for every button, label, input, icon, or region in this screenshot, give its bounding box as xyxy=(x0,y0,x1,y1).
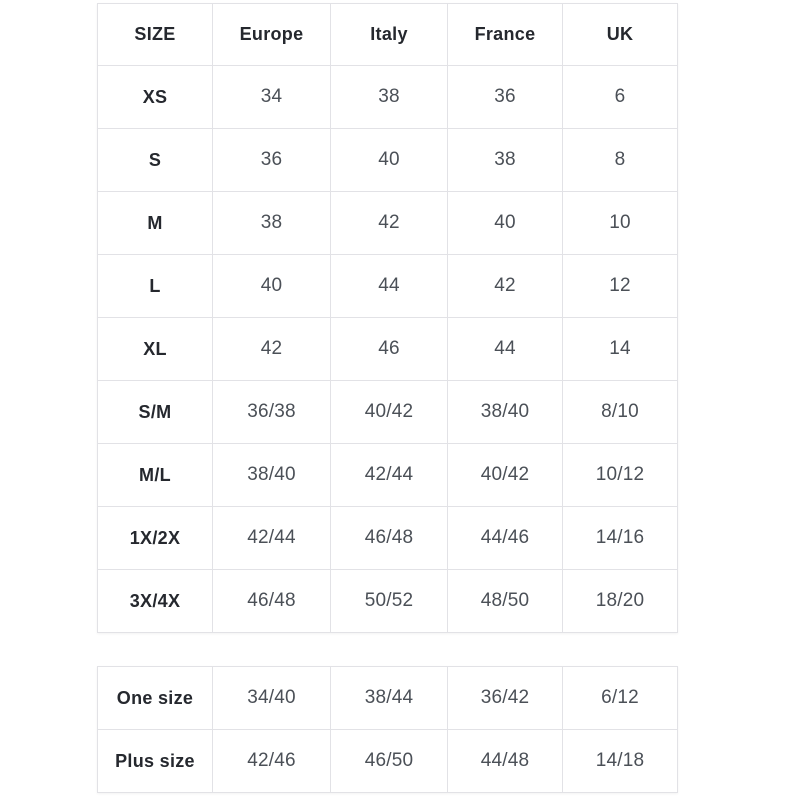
table-row-xs xyxy=(98,66,678,129)
size-cell: 36 xyxy=(213,129,331,192)
size-cell: 40/42 xyxy=(331,381,448,444)
table-row-s xyxy=(98,129,678,192)
size-cell: 18/20 xyxy=(563,570,678,633)
size-cell: 34 xyxy=(213,66,331,129)
size-cell: 38/40 xyxy=(448,381,563,444)
size-cell: 40 xyxy=(331,129,448,192)
row-label: M/L xyxy=(98,444,213,507)
size-cell: 44/46 xyxy=(448,507,563,570)
size-cell: 48/50 xyxy=(448,570,563,633)
size-cell: 42 xyxy=(448,255,563,318)
size-cell: 40/42 xyxy=(448,444,563,507)
size-cell: 40 xyxy=(448,192,563,255)
table-row-3x-4x xyxy=(98,570,678,633)
row-label: L xyxy=(98,255,213,318)
row-label: Plus size xyxy=(98,730,213,793)
size-cell: 36/42 xyxy=(448,667,563,730)
size-cell: 38 xyxy=(448,129,563,192)
size-cell: 6/12 xyxy=(563,667,678,730)
table-row-1x-2x xyxy=(98,507,678,570)
size-cell: 42/44 xyxy=(213,507,331,570)
size-cell: 46/50 xyxy=(331,730,448,793)
column-header-uk: UK xyxy=(563,4,678,66)
table-row-m-l xyxy=(98,444,678,507)
size-cell: 10/12 xyxy=(563,444,678,507)
size-cell: 38 xyxy=(213,192,331,255)
column-header-france: France xyxy=(448,4,563,66)
row-label: 3X/4X xyxy=(98,570,213,633)
size-cell: 14/18 xyxy=(563,730,678,793)
size-cell: 38/44 xyxy=(331,667,448,730)
size-conversion-table xyxy=(97,3,678,633)
table-row-s-m xyxy=(98,381,678,444)
size-cell: 42/46 xyxy=(213,730,331,793)
size-cell: 46/48 xyxy=(331,507,448,570)
size-cell: 8 xyxy=(563,129,678,192)
one-size-plus-size-table xyxy=(97,666,678,793)
table-row-xl xyxy=(98,318,678,381)
row-label: M xyxy=(98,192,213,255)
row-label: XL xyxy=(98,318,213,381)
size-cell: 44 xyxy=(448,318,563,381)
size-cell: 8/10 xyxy=(563,381,678,444)
size-cell: 6 xyxy=(563,66,678,129)
size-cell: 10 xyxy=(563,192,678,255)
row-label: S/M xyxy=(98,381,213,444)
size-cell: 38/40 xyxy=(213,444,331,507)
size-cell: 46/48 xyxy=(213,570,331,633)
size-cell: 50/52 xyxy=(331,570,448,633)
size-cell: 40 xyxy=(213,255,331,318)
size-cell: 42 xyxy=(331,192,448,255)
column-header-italy: Italy xyxy=(331,4,448,66)
table-row-one-size xyxy=(98,667,678,730)
size-cell: 12 xyxy=(563,255,678,318)
size-cell: 36/38 xyxy=(213,381,331,444)
size-cell: 14/16 xyxy=(563,507,678,570)
size-cell: 46 xyxy=(331,318,448,381)
size-cell: 36 xyxy=(448,66,563,129)
table-row-m xyxy=(98,192,678,255)
size-cell: 42/44 xyxy=(331,444,448,507)
row-label: S xyxy=(98,129,213,192)
column-header-europe: Europe xyxy=(213,4,331,66)
row-label: 1X/2X xyxy=(98,507,213,570)
size-cell: 38 xyxy=(331,66,448,129)
size-cell: 44 xyxy=(331,255,448,318)
table-header-row xyxy=(98,4,678,66)
column-header-size: SIZE xyxy=(98,4,213,66)
table-row-l xyxy=(98,255,678,318)
table-row-plus-size xyxy=(98,730,678,793)
size-cell: 14 xyxy=(563,318,678,381)
size-cell: 44/48 xyxy=(448,730,563,793)
size-cell: 34/40 xyxy=(213,667,331,730)
row-label: XS xyxy=(98,66,213,129)
size-cell: 42 xyxy=(213,318,331,381)
row-label: One size xyxy=(98,667,213,730)
